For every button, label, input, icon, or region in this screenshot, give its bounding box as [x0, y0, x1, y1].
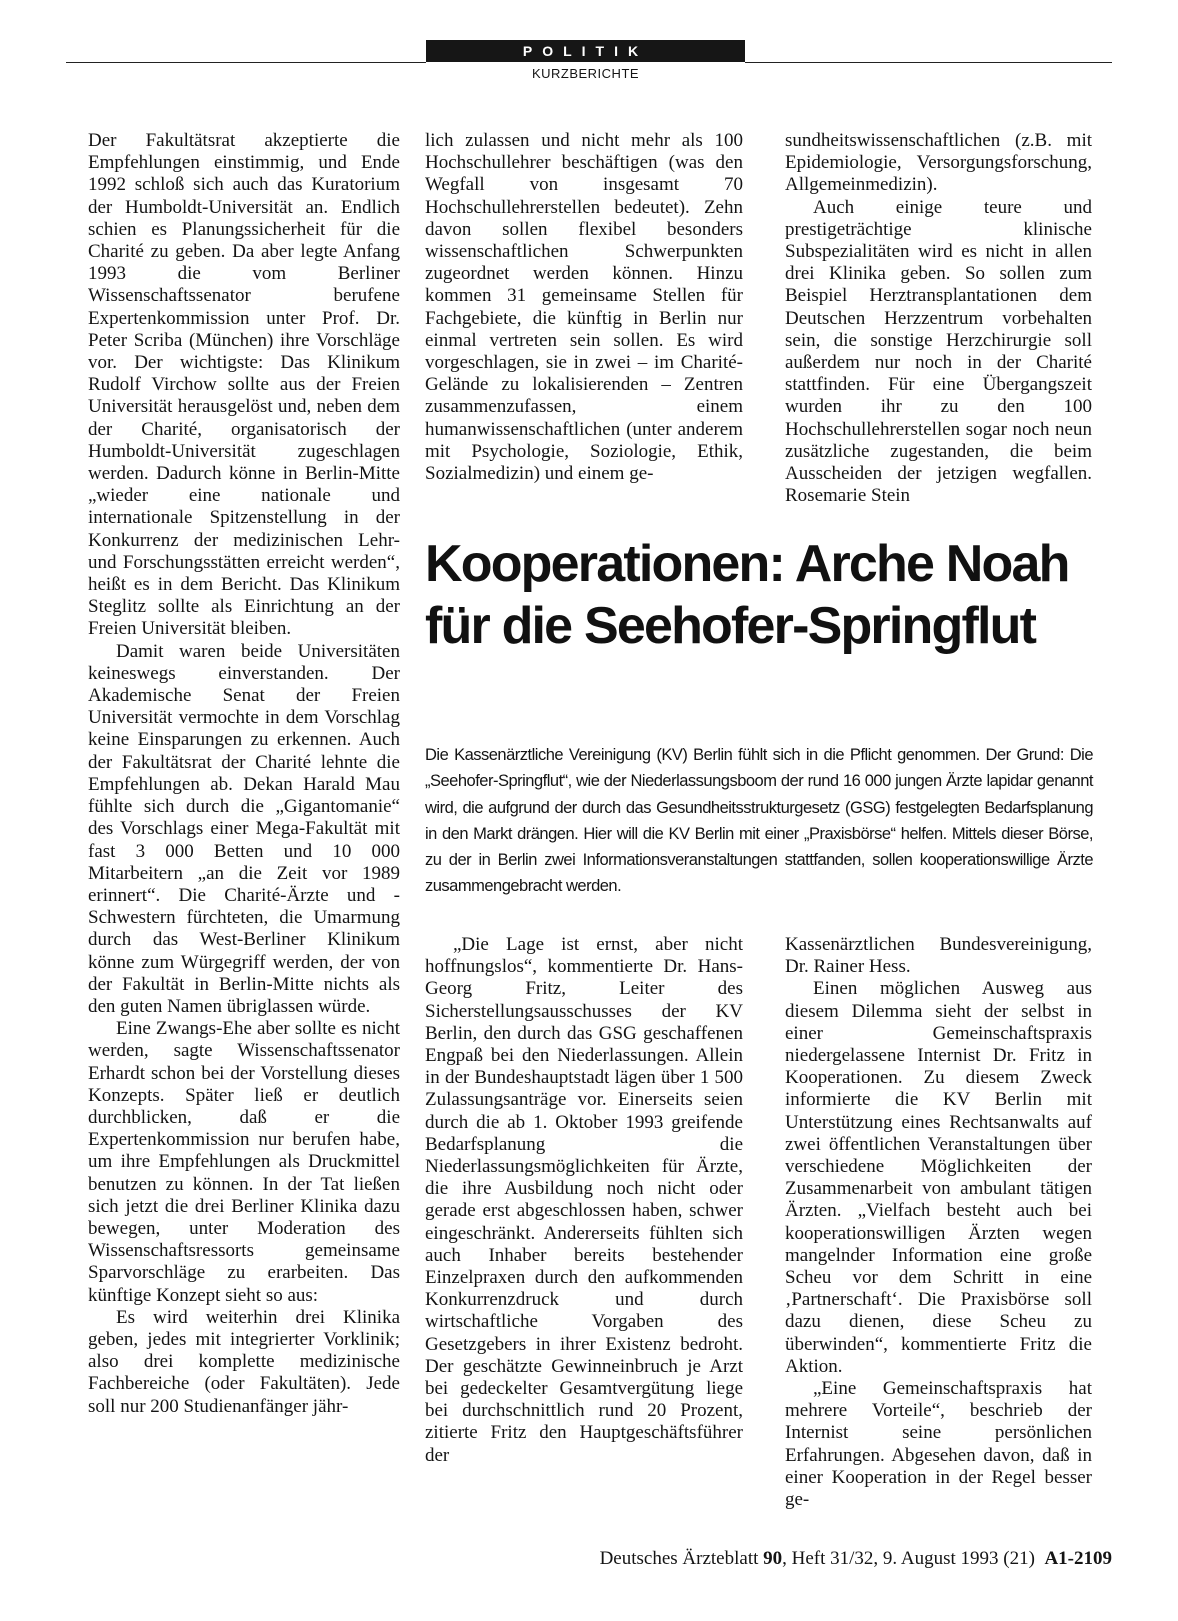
paragraph: Eine Zwangs-Ehe aber sollte es nicht werden, sagte Wissenschaftssenator Erhardt schon bei der Vorstellung dieses Konzepts. Später ließ er deutlich durchblicken, daß er die Expertenkommission nur berufen habe, um ihre Empfehlungen als Druckmittel benutzen zu können. In der Tat ließen sich jetzt die drei Berliner Klinika dazu bewegen, unter Moderation des Wissenschaftsressorts gemeinsame Sparvorschläge zu erarbeiten. Das künftige Konzept sieht so aus:	[88, 1018, 400, 1306]
paragraph: „Die Lage ist ernst, aber nicht hoffnungslos“, kommentierte Dr. Hans-Georg Fritz, Leiter des Sicherstellungsausschusses der KV Berlin, den durch das GSG geschaffenen Engpaß bei den Niederlassungen. Allein in der Bundeshauptstadt lägen über 1 500 Zulassungsanträge vor. Einerseits seien durch die ab 1. Oktober 1993 greifende Bedarfsplanung die Niederlassungsmöglichkeiten für Ärzte, die ihre Ausbildung noch nicht oder gerade erst abgeschlossen haben, schwer eingeschränkt. Andererseits fühlten sich auch Inhaber bereits bestehender Einzelpraxen durch den aufkommenden Konkurrenzdruck und durch wirtschaftliche Vorgaben des Gesetzgebers in ihrer Existenz bedroht. Der geschätzte Gewinneinbruch je Arzt bei gedeckelter Gesamtvergütung liege bei durchschnittlich rund 20 Prozent, zitierte Fritz den Hauptgeschäftsführer der	[425, 934, 743, 1466]
journal-name: Deutsches Ärzteblatt	[599, 1548, 759, 1569]
article2-column-2	[785, 934, 1092, 1511]
header-rule-left	[66, 62, 426, 63]
page-number: A1-2109	[1044, 1548, 1112, 1569]
subsection-label: KURZBERICHTE	[531, 66, 640, 81]
paragraph: sundheitswissenschaftlichen (z.B. mit Epidemiologie, Versorgungsforschung, Allgemeinmedizin).	[785, 130, 1092, 196]
issue-info: , Heft 31/32, 9. August 1993 (21)	[782, 1548, 1035, 1569]
paragraph: Auch einige teure und prestigeträchtige klinische Subspezialitäten wird es nicht in allen drei Klinika geben. So sollen zum Beispiel Herztransplantationen dem Deutschen Herzzentrum vorbehalten sein, die sonstige Herzchirurgie soll außerdem nur noch in der Charité stattfinden. Für eine Übergangszeit wurden ihr zu den 100 Hochschullehrerstellen sogar noch neun zusätzliche zugestanden, die beim Ausscheiden der jetzigen wegfallen. Rosemarie Stein	[785, 196, 1092, 507]
article-headline: Kooperationen: Arche Noah für die Seehofer-Springflut	[425, 535, 1069, 655]
article2-column-1	[425, 934, 743, 1467]
paragraph: Damit waren beide Universitäten keineswegs einverstanden. Der Akademische Senat der Freien Universität vermochte in dem Vorschlag keine Einsparungen zu erkennen. Auch der Fakultätsrat der Charité lehnte die Empfehlungen ab. Dekan Harald Mau fühlte sich durch die „Gigantomanie“ des Vorschlags einer Mega-Fakultät mit fast 3 000 Betten und 10 000 Mitarbeitern „an die Zeit vor 1989 erinnert“. Die Charité-Ärzte und -Schwestern fürchteten, die Umarmung durch das West-Berliner Klinikum könne zum Würgegriff werden, der von der Fakultät in Berlin-Mitte nichts als den guten Namen übriglassen würde.	[88, 640, 400, 1017]
page-footer	[600, 1548, 1112, 1570]
paragraph: „Eine Gemeinschaftspraxis hat mehrere Vorteile“, beschrieb der Internist seine persönlichen Erfahrungen. Abgesehen davon, daß in einer Kooperation in der Regel besser ge-	[785, 1378, 1092, 1511]
section-label: POLITIK	[426, 40, 745, 62]
article1-column-3	[785, 130, 1092, 507]
paragraph: lich zulassen und nicht mehr als 100 Hochschullehrer beschäftigen (was den Wegfall von insgesamt 70 Hochschullehrerstellen bedeutet). Zehn davon sollen flexibel besonders wissenschaftlichen Schwerpunkten zugeordnet werden können. Hinzu kommen 31 gemeinsame Stellen für Fachgebiete, die künftig in Berlin nur einmal vertreten sein sollen. Es wird vorgeschlagen, sie in zwei – im Charité-Gelände zu lokalisierenden – Zentren zusammenzufassen, einem humanwissenschaftlichen (unter anderem mit Psychologie, Soziologie, Ethik, Sozialmedizin) und einem ge-	[425, 130, 743, 485]
paragraph: Kassenärztlichen Bundesvereinigung, Dr. Rainer Hess.	[785, 934, 1092, 978]
article1-column-1	[88, 130, 400, 1418]
volume-number: 90	[763, 1548, 783, 1569]
article1-column-2	[425, 130, 743, 485]
header-rule-right	[745, 62, 1112, 63]
paragraph: Einen möglichen Ausweg aus diesem Dilemma sieht der selbst in einer Gemeinschaftspraxis niedergelassene Internist Dr. Fritz in Kooperationen. Zu diesem Zweck informierte die KV Berlin mit Unterstützung eines Rechtsanwalts auf zwei öffentlichen Veranstaltungen über verschiedene Möglichkeiten der Zusammenarbeit von ambulant tätigen Ärzten. „Vielfach besteht auch bei kooperationswilligen Ärzten wegen mangelnder Information eine große Scheu vor dem Schritt in eine ‚Partnerschaft‘. Die Praxisbörse soll dazu dienen, diese Scheu zu überwinden“, kommentierte Fritz die Aktion.	[785, 978, 1092, 1377]
article-lead: Die Kassenärztliche Vereinigung (KV) Berlin fühlt sich in die Pflicht genommen. Der Grund: Die „Seehofer-Springflut“, wie der Niederlassungsboom der rund 16 000 jungen Ärzte lapidar genannt wird, die aufgrund der durch das Gesundheitsstrukturgesetz (GSG) festgelegten Bedarfsplanung in den Markt drängen. Hier will die KV Berlin mit einer „Praxisbörse“ helfen. Mittels dieser Börse, zu der in Berlin zwei Informationsveranstaltungen stattfanden, sollen kooperationswillige Ärzte zusammengebracht werden.	[425, 746, 1093, 896]
paragraph: Der Fakultätsrat akzeptierte die Empfehlungen einstimmig, und Ende 1992 schloß sich auch das Kuratorium der Humboldt-Universität an. Endlich schien es Planungssicherheit für die Charité zu geben. Da aber legte Anfang 1993 die vom Berliner Wissenschaftssenator berufene Expertenkommission unter Prof. Dr. Peter Scriba (München) ihre Vorschläge vor. Der wichtigste: Das Klinikum Rudolf Virchow sollte aus der Freien Universität herausgelöst und, neben dem der Charité, organisatorisch der Humboldt-Universität zugeschlagen werden. Dadurch könne in Berlin-Mitte „wieder eine nationale und internationale Spitzenstellung in der Konkurrenz der medizinischen Lehr- und Forschungsstätten erreicht werden“, heißt es in dem Bericht. Das Klinikum Steglitz sollte als Einrichtung an der Freien Universität bleiben.	[88, 130, 400, 640]
paragraph: Es wird weiterhin drei Klinika geben, jedes mit integrierter Vorklinik; also drei komplette medizinische Fachbereiche (oder Fakultäten). Jede soll nur 200 Studienanfänger jähr-	[88, 1306, 400, 1417]
